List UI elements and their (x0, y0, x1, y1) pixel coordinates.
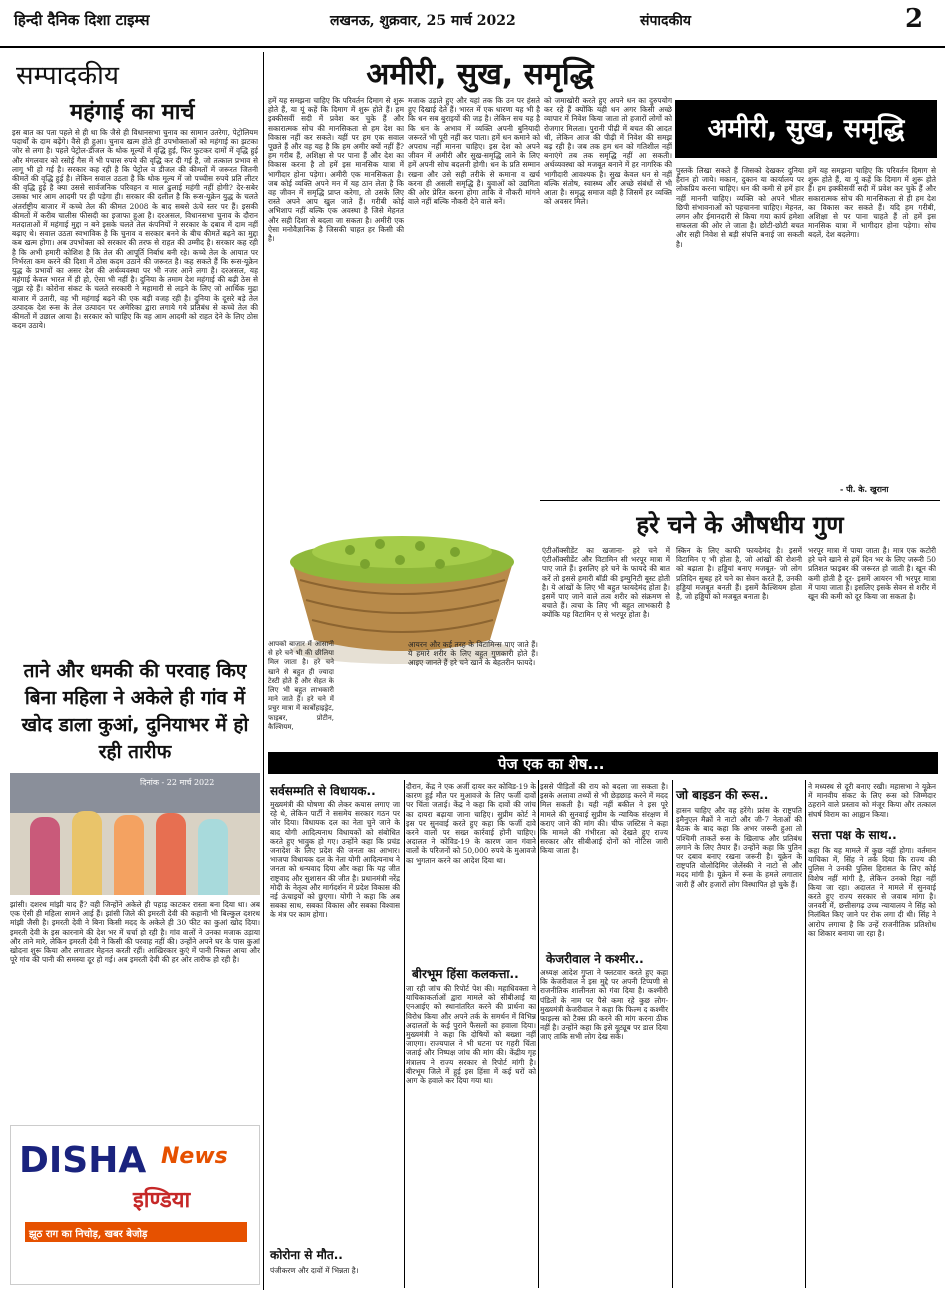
chana-col1-top: आपको बाजार में आसानी से हरे चने भी की छीलिया मिल जाता है। हरे चने खाने से बहुत ही ज्यादा टेस्टी होते हैं और सेहत के लिए भी बहुत लाभकारी माने जाते हैं। हरे चने में प्रचुर मात्रा में कार्बोहाइड्रेट, फाइबर, प्रोटीन, कैल्शियम, (268, 640, 334, 731)
chana-col5: भरपूर मात्रा में पाया जाता है। मात्र एक कटोरी हरे चने खाने से हमें दिन भर के लिए जरूरी 50 प्रतिशत फाइबर की जरूरत हो जाती है। खून की कमी होती है दूर- इसमें आयरन भी भरपूर मात्रा में पाया जाता है। इसलिए इसके सेवन से शरीर में खून की कमी को दूर किया जा सकता है। (808, 546, 936, 602)
photo-date: दिनांक - 22 मार्च 2022 (140, 778, 215, 787)
logo-brand-main: DISHA (19, 1140, 147, 1181)
date-line: लखनऊ, शुक्रवार, 25 मार्च 2022 (330, 13, 516, 29)
cont-ruling-title: सत्ता पक्ष के साथ.. (812, 828, 897, 842)
page-number: 2 (905, 4, 924, 34)
cont-mla-body: मुख्यमंत्री की घोषणा की लेकर कयास लगाए जा रहे थे, लेकिन पार्टी ने ससमेय सरकार गठन पर जोर दिया। विधायक दल का नेता चुने जाने के बाद योगी आदित्यनाथ विधायकों को संबोधित करते हुए भावुक हो गए। उन्होंने कहा कि प्रचंड जनादेश के लिए प्रदेश की जनता का आभार। भाजपा विधायक दल के नेता योगी आदित्यनाथ ने जनता को धन्यवाद दिया और कहा कि यह जीत राष्ट्रवाद और सुशासन की जीत है। प्रधानमंत्री नरेंद्र मोदी के नेतृत्व और मार्गदर्शन में प्रदेश विकास की नई ऊंचाइयों को छुएगा। योगी ने कहा कि अब सबका साथ, सबका विकास और सबका विश्वास के मंत्र पर काम होगा। (270, 800, 400, 920)
chana-col4: स्किन के लिए काफी फायदेमंद है। इसमें विटामिन ए भी होता है, जो आंखों की रोशनी को बढ़ाता है। हड्डियां बनाए मजबूत- जो लोग प्रतिदिन सुबह हरे चने का सेवन करते हैं, उनकी हड्डियां मजबूत बनती हैं। इसमें कैल्शियम होता है, जो हड्डियों को मजबूत बनाता है। (676, 546, 802, 602)
chana-story-headline: हरे चने के औषधीय गुण (636, 511, 844, 539)
main-story-title-box: अमीरी, सुख, समृद्धि (675, 100, 937, 158)
logo-brand-news: News (161, 1144, 228, 1169)
editorial-headline: महंगाई का मार्च (70, 100, 195, 125)
main-story-col2: मजाक उड़ाते हुए और यहां तक कि उन पर हंसते हुए दिखाई देते हैं। भारत में एक धारणा यह भी है कि धन सब बुराइयों की जड़ है। लेकिन सच यह है कि धन के अभाव में व्यक्ति अपनी बुनियादी जरूरतें भी पूरी नहीं कर पाता। हमें धन कमाने को अपराध नहीं मानना चाहिए। इस देश को अपने जीवन में अमीरी और सुख-समृद्धि लाने के लिए हमें अपनी सोच बदलनी होगी। धन के प्रति सम्मान रखना और उसे सही तरीके से कमाना व खर्च करना ही असली समृद्धि है। युवाओं को उद्यमिता की ओर प्रेरित करना होगा ताकि वे नौकरी मांगने वाले नहीं बल्कि नौकरी देने वाले बनें। (408, 96, 540, 207)
cont-birbhum-title: बीरभूम हिंसा कलकत्ता.. (412, 967, 519, 981)
page-banner-text: पेज एक का शेष... (498, 755, 605, 773)
cont-birbhum-body: जा रही जांच की रिपोर्ट पेश की। महाधिवक्ता ने याचिकाकर्ताओं द्वारा मामले को सीबीआई या एनआईए को स्थानांतरित करने की प्रार्थना का विरोध किया और अपने तर्क के समर्थन में विभिन्न अदालतों के कई पुराने फैसलों का हवाला दिया। मुख्यमंत्री ने कहा कि दोषियों को बख्शा नहीं जाएगा। राज्यपाल ने भी घटना पर गहरी चिंता जताई और निष्पक्ष जांच की मांग की। केंद्रीय गृह मंत्रालय ने राज्य सरकार से रिपोर्ट मांगी है। बीरभूम जिले में हुई इस हिंसा में कई घरों को आग के हवाले कर दिया गया था। (406, 984, 536, 1086)
village-headline: ताने और धमकी की परवाह किए बिना महिला ने अकेले ही गांव में खोद डाला कुआं, दुनियाभर में हो रही तारीफ (21, 660, 249, 763)
women-felicitation-event-photo (10, 773, 260, 895)
logo-brand-sub: इण्डिया (133, 1187, 191, 1213)
cont-corona-body: पंजीकरण और दावों में भिन्नता है। (270, 1266, 359, 1275)
cont-biden-body: हासन चाहिए और वह हरेंगे। फ्रांस के राष्ट्रपति इमैनुएल मैक्रों ने नाटो और जी-7 नेताओं की बैठक के बाद कहा कि अभर जरूरी हुआ तो पश्चिमी ताकतें रूस के खिलाफ और प्रतिबंध लगाने के लिए तैयार हैं। उन्होंने कहा कि पुतिन पर दबाव बनाए रखना जरूरी है। यूक्रेन के राष्ट्रपति वोलोदिमिर जेलेंस्की ने नाटो से और मदद मांगी है। यूक्रेन में रूस के हमले लगातार जारी हैं और हजारों लोग विस्थापित हो चुके हैं। (676, 806, 802, 889)
cont-mla-title: सर्वसम्मति से विधायक.. (270, 784, 376, 798)
chana-col3: एंटीऑक्सीडेंट का खजाना- हरे चने में एंटीऑक्सीडेंट और विटामिन सी भरपूर मात्रा में पाए जाते हैं। इसलिए हरे चने के फायदे की बात करें तो इससे हमारी बॉडी की इम्युनिटी बूस्ट होती है। ये आंखों के लिए भी बहुत फायदेमंद होता है। इसमें पाए जाने वाले तत्व शरीर को संक्रमण से बचाते हैं। त्वचा के लिए भी बहुत लाभकारी है क्योंकि यह विटामिन ए से भरपूर होता है। (542, 546, 670, 620)
cont-kejriwal-title: केजरीवाल ने कश्मीर.. (546, 952, 644, 966)
page-banner-bar (268, 752, 938, 774)
main-story-author: - पी. के. खुराना (840, 484, 889, 494)
cont-biden-body2: ने मध्यस्थ से दूरी बनाए रखी। महासभा ने यूक्रेन में मानवीय संकट के लिए रूस को जिम्मेदार ठहराने वाले प्रस्ताव को मंजूर किया और तत्काल संघर्ष विराम का आह्वान किया। (808, 782, 936, 819)
main-story-headline: अमीरी, सुख, समृद्धि (366, 57, 594, 92)
cont-ruling-body: कहा कि यह मामले में कुछ नहीं होगा। वर्तमान याचिका में, सिंह ने तर्क दिया कि राज्य की पुलिस ने उनकी पुलिस हिरासत के लिए कोई विशेष नहीं मांगी है, लेकिन उनको रिहा नहीं किया जा रहा। अदालत ने मामले में सुनवाई करते हुए राज्य सरकार से जवाब मांगा है। जनवरी में, छत्तीसगढ़ उच्च न्यायालय ने सिंह को निलंबित किए जाने पर रोक लगा दी थी। सिंह ने आरोप लगाया है कि उन्हें राजनीतिक प्रतिशोध का शिकार बनाया जा रहा है। (808, 846, 936, 938)
cont-birbhum-body2: इससे पीड़ितों की राय को बदला जा सकता है। इसके अलावा तथ्यों से भी छेड़छाड़ करने में मदद मिल सकती है। यही नहीं बकील ने इस पूरे मामले की सुनवाई सुप्रीम के न्यायिक संरक्षण में कराए जाने की मांग की। चीफ जस्टिस ने कहा कि मामले की गंभीरता को देखते हुए राज्य सरकार और सीबीआई दोनों को नोटिस जारी किया जाता है। (540, 782, 668, 856)
main-story-col5: हमें यह समझना चाहिए कि परिवर्तन दिमाग से शुरू होते हैं, या यूं कहें कि दिमाग में शुरू होते हैं। हम इक्कीसवीं सदी में प्रवेश कर चुके हैं और सकारात्मक सोच की मानसिकता से ही हम देश का विकास कर सकते हैं। यदि हम गरीबी, अशिक्षा से पर पाना चाहते हैं तो हमें इस मानसिक यात्रा में भागीदार होना पड़ेगा। सोच बदलें, देश बदलेगा। (808, 166, 936, 240)
chana-col2: आयरन और कई तरह के विटामिन्स पाए जाते हैं। ये हमारे शरीर के लिए बहुत गुणकारी होते हैं। आइए जानते हैं हरे चने खाने के बेहतरीन फायदे। (408, 640, 538, 668)
cont-covid-body: दौरान, केंद्र ने एक अर्जी दायर कर कोविड-19 के कारण हुई मौत पर मुआवजे के लिए फर्जी दावों पर चिंता जताई। केंद्र ने कहा कि दावों की जांच का दायरा बढ़ाया जाना चाहिए। सुप्रीम कोर्ट ने इस पर सुनवाई करते हुए कहा कि फर्जी दावे करने वालों पर सख्त कार्रवाई होनी चाहिए। अदालत ने कोविड-19 के कारण जान गंवाने वालों के परिजनों को 50,000 रुपये के मुआवजे का भुगतान करने का आदेश दिया था। (406, 782, 536, 865)
editorial-body-col1: इस बात का पता पहले से ही था कि जैसे ही विधानसभा चुनाव का सामान उतरेगा, पेट्रोलियम पदार्थों के दाम बढ़ेंगे। वैसे ही हुआ। चुनाव खत्म होते ही उपभोक्ताओं को महंगाई का झटका जोर से लगा है। पहले पेट्रोल-डीजल के थोक मूल्यों में वृद्धि हुई, फिर फुटकर दामों में वृद्धि हुई और मंगलवार को रसोई गैस में भी पचास रुपये की वृद्धि कर दी गई है, जो तत्काल प्रभाव से लागू भी हो गई है। सरकार कह रही है कि पेट्रोल व डीजल की कीमतों में जरूरत जितनी कीमतें की वृद्धि हुई है। लेकिन सवाल उठता है कि थोक मूल्य में जो पच्चीस रुपये प्रति लीटर की वृद्धि हुई है क्या उससे सार्वजनिक परिवहन व माल ढुलाई महंगी नहीं होगी? देर-सबेर उसका भार आम आदमी पर ही पड़ेगा ही। सरकार की दलील है कि रूस-यूक्रेन युद्ध के चलते अंतर्राष्ट्रीय बाजार में कच्चे तेल की कीमत 2008 के बाद सबसे ऊंचे स्तर पर हैं। इसकी कीमतों में करीब चालीस फीसदी का इजाफा हुआ है। दरअसल, विधानसभा चुनाव के दौरान मतदाताओं में महंगाई मुद्दा न बने इसके चलते तेल कंपनियों ने सरकार के दबाव में दाम नहीं बढ़ाए थे। सवाल उठता स्वभाविक है कि चुनाव व सरकार बनने के बीच कीमतें बढ़ने का मुद्दा कब खत्म होगा। अब उपभोक्ता को सरकार की तरफ से राहत की उम्मीद है। सरकार कह रही है कि अभी हमारी कोशिश है कि तेल की आपूर्ति निर्बाध बनी रहे। कच्चे तेल के आयात पर निर्भरता कम करने की दिशा में ठोस कदम उठाने की जरूरत है। कह सकते हैं कि रूस-यूक्रेन युद्ध के प्रभावों का असर देश की अर्थव्यवस्था पर भी नजर आने लगा है। दरअसल, यह महंगाई केवल भारत में ही हो, ऐसा भी नहीं है। दुनिया के तमाम देश महंगाई की बढ़ी ठेस से जूझ रहे हैं। कोरोना संकट के चलते सरकारी ने महामारी से लड़ने के लिए जो आर्थिक मुद्रा बाजार में उतारी, वह भी महंगाई बढ़ने की एक बड़ी वजह रही है। दुनिया के दूसरे बड़े तेल उत्पादक देश रूस के तेल उत्पादन पर अमेरिका द्वारा लगाये गये प्रतिबंध से कच्चे तेल की कीमतों में उछाल आया है। सरकार को चाहिए कि वह आम आदमी को राहत देने के लिए ठोस कदम उठाये। (12, 128, 258, 331)
divider-chana (540, 500, 940, 501)
section-label: संपादकीय (640, 13, 691, 29)
disha-news-logo (10, 1125, 260, 1285)
col-rule-3 (672, 780, 673, 1288)
cont-corona-title: कोरोना से मौत.. (270, 1248, 343, 1262)
masthead (0, 0, 945, 48)
village-body: झांसी। दशरथ मांझी याद हैं? वही जिन्होंने अकेले ही पहाड़ काटकर रास्ता बना दिया था। अब एक ऐसी ही महिला सामने आई हैं। झांसी जिले की इमरती देवी की कहानी भी बिल्कुल दशरथ मांझी जैसी है। इमरती देवी ने बिना किसी मदद के अकेले ही 30 फीट का कुआं खोद दिया। इमरती देवी के इस कारनामे की देश भर में चर्चा हो रही है। गांव वालों ने उनका मजाक उड़ाया और ताने मारे, लेकिन इमरती देवी ने किसी की परवाह नहीं की। उन्होंने अपने घर के पास कुआं खोदना शुरू किया और लगातार मेहनत करती रहीं। आखिरकार कुएं में पानी निकल आया और पूरे गांव की पानी की समस्या दूर हो गई। अब इमरती देवी की हर ओर तारीफ हो रही है। (10, 900, 260, 965)
main-story-col1: हमें यह समझना चाहिए कि परिवर्तन दिमाग से शुरू होते हैं, या यूं कहें कि दिमाग में शुरू होते हैं। हम इक्कीसवीं सदी में प्रवेश कर चुके हैं और सकारात्मक सोच की मानसिकता से हम देश का विकास नहीं कर सकते। यहीं पर हम एक सवाल पूछते हैं और वह यह है कि हम अमीर क्यों नहीं हैं? हम गरीब हैं, अशिक्षा से पर पाना हैं और देश का विकास करना है तो हमें इस मानसिक यात्रा में भागीदार होना पड़ेगा। अमीरी एक मानसिकता है। जब कोई व्यक्ति अपने मन में यह ठान लेता है कि वह जीवन में समृद्धि प्राप्त करेगा, तो उसके लिए रास्ते अपने आप खुल जाते हैं। गरीबी कोई अभिशाप नहीं बल्कि एक अवस्था है जिसे मेहनत और सही दिशा से बदला जा सकता है। अमीरी एक ऐसा मनोवैज्ञानिक है जिसकी चाहत हर किसी की है। (268, 96, 404, 244)
logo-tagline: झूठ राग का निचोड़, खबर बेजोड़ (29, 1229, 148, 1240)
col-rule-4 (805, 780, 806, 1288)
main-story-col3: को जमाखोरी करते हुए अपने धन का दुरुपयोग कर रहे हैं क्योंकि यही धन अगर किसी अच्छे व्यापार में निवेश किया जाता तो हजारों लोगों को रोजगार मिलता। पुरानी पीढ़ी में बचत की आदत थी, लेकिन आज की पीढ़ी में निवेश की समझ बढ़ रही है। जब तक हम धन को गतिशील नहीं बनाएंगे तब तक समृद्धि नहीं आ सकती। अर्थव्यवस्था को मजबूत बनाने में हर नागरिक की भागीदारी आवश्यक है। सुख केवल धन से नहीं बल्कि संतोष, स्वास्थ्य और अच्छे संबंधों से भी आता है। समृद्ध समाज वही है जिसमें हर व्यक्ति को अवसर मिले। (544, 96, 672, 207)
col-rule-2 (538, 780, 539, 1288)
cont-biden-title: जो बाइडन की रूस.. (676, 788, 769, 802)
divider-left (263, 52, 264, 1290)
editorial-section-label: सम्पादकीय (16, 61, 119, 91)
paper-name: हिन्दी दैनिक दिशा टाइम्स (14, 11, 150, 29)
col-rule-1 (404, 780, 405, 1288)
cont-kejriwal-body: अध्यक्ष आदेश गुप्ता ने फ्लटवार करते हुए कहा कि केजरीवाल ने इस मुद्दे पर अपनी टिप्पणी से राजनीतिक शालीनता को गंवा दिया है। कश्मीरी पंडितों के नाम पर पैसे कमा रहे कुछ लोग- मुख्यमंत्री केजरीवाल ने कहा कि फिल्म द कश्मीर फाइल्स को टैक्स फ्री करने की मांग करना ठीक नहीं है। उन्होंने कहा कि इसे यूट्यूब पर डाल दिया जाए ताकि सभी लोग देख सकें। (540, 968, 668, 1042)
main-story-col4: पुस्तकें लिखा सकते हैं जिसको देखकर दुनिया हैरान हो जाये। मकान, दुकान या कार्यालय पर लोकप्रिय करना चाहिए। धन की कमी से हमें हार नहीं माननी चाहिए। व्यक्ति को अपने भीतर छिपी संभावनाओं को पहचानना चाहिए। मेहनत, लगन और ईमानदारी से किया गया कार्य हमेशा सफलता की ओर ले जाता है। छोटी-छोटी बचत और सही निवेश से बड़ी संपत्ति बनाई जा सकती है। (676, 166, 804, 249)
